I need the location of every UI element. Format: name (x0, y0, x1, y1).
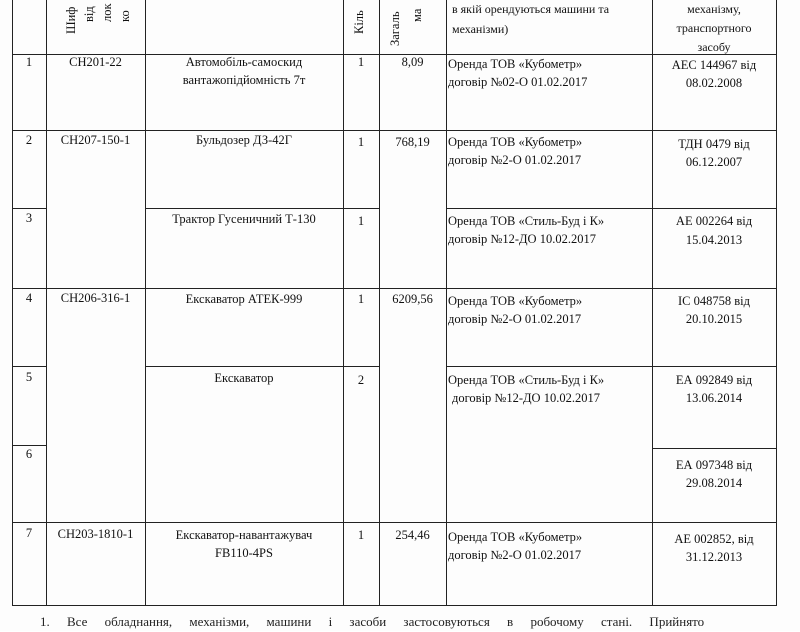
row2-name: Бульдозер ДЗ-42Г (196, 133, 292, 147)
row3-name: Трактор Гусеничний Т-130 (172, 212, 316, 226)
header-total-line1: Загаль (388, 11, 402, 46)
row2-code: СН207-150-1 (60, 133, 131, 147)
row4-reg-line2: 20.10.2015 (685, 312, 743, 326)
row7-rent-line2: договір №2-О 01.02.2017 (448, 548, 582, 562)
row5-rent-line2: договір №12-ДО 10.02.2017 (452, 391, 600, 405)
row7-reg-line2: 31.12.2013 (685, 550, 743, 564)
row5-reg-line2: 13.06.2014 (685, 391, 743, 405)
row7-total: 254,46 (395, 528, 430, 542)
row3-rent-line1: Оренда ТОВ «Стиль-Буд і К» (448, 214, 605, 228)
row7-name-line1: Екскаватор-навантажувач (175, 528, 313, 542)
row2-reg-line1: ТДН 0479 від (678, 137, 750, 151)
row3-qty: 1 (357, 214, 365, 228)
header-qty: Кіль (352, 10, 366, 34)
header-code-line2: від (82, 6, 96, 22)
row7-name-line2: FB110-4PS (215, 546, 273, 560)
header-reg-line3: засобу (697, 40, 731, 54)
header-rent: в якій орендуються машини та механізми) (452, 2, 610, 36)
row1-name-line2: вантажопідйомність 7т (182, 73, 306, 87)
row4-rent-line1: Оренда ТОВ «Кубометр» (448, 294, 583, 308)
row1-qty: 1 (357, 55, 365, 69)
row1-total: 8,09 (401, 55, 424, 69)
table-line-row4-bottom (446, 366, 776, 367)
row1-reg-line2: 08.02.2008 (685, 76, 743, 90)
row4-total: 6209,56 (392, 292, 433, 306)
row7-reg-line1: АЕ 002852, від (674, 532, 754, 546)
header-code-line1: Шиф (64, 6, 78, 34)
row4-qty: 1 (357, 292, 365, 306)
row3-reg-line2: 15.04.2013 (685, 233, 743, 247)
table-line-col-right (776, 0, 777, 606)
header-code-line4: ко (118, 10, 132, 22)
header-total-line2: ма (410, 8, 424, 22)
row5-qty: 2 (357, 373, 365, 387)
table-line-row4-bottom (12, 366, 46, 367)
header-reg-line1: механізму, (687, 2, 741, 16)
row4-code: СН206-316-1 (60, 291, 131, 305)
table-line-col-total (446, 0, 447, 606)
row6-num: 6 (25, 447, 33, 461)
row2-total: 768,19 (395, 135, 430, 149)
row4-num: 4 (25, 291, 33, 305)
header-code-line3: лок (100, 3, 114, 22)
row7-rent-line1: Оренда ТОВ «Кубометр» (448, 530, 583, 544)
row5-name: Екскаватор (214, 371, 274, 385)
row4-name: Екскаватор АТЕК-999 (185, 292, 303, 306)
footnote-text: 1. Все обладнання, механізми, машини і засоби застосовуються в робочому стані. Прийнято (40, 614, 705, 629)
row5-rent-line1: Оренда ТОВ «Стиль-Буд і К» (448, 373, 605, 387)
table-line-bottom (12, 605, 776, 606)
row1-rent-line1: Оренда ТОВ «Кубометр» (448, 57, 583, 71)
table-line-row2-bottom (446, 208, 776, 209)
row7-num: 7 (25, 526, 33, 540)
row4-reg-line1: ІС 048758 від (678, 294, 750, 308)
row7-qty: 1 (357, 528, 365, 542)
row6-reg-line2: 29.08.2014 (685, 476, 743, 490)
row2-num: 2 (25, 133, 33, 147)
row2-rent-line1: Оренда ТОВ «Кубометр» (448, 135, 583, 149)
row2-qty: 1 (357, 135, 365, 149)
row1-num: 1 (25, 55, 33, 69)
row1-rent-line2: договір №02-О 01.02.2017 (448, 75, 588, 89)
table-line-row6-bottom (12, 522, 776, 523)
row7-code: СН203-1810-1 (57, 527, 134, 541)
row1-code: СН201-22 (69, 55, 122, 69)
table-line-row5-bottom (652, 448, 776, 449)
row6-reg-line1: ЕА 097348 від (675, 458, 753, 472)
row3-rent-line2: договір №12-ДО 10.02.2017 (448, 232, 596, 246)
row5-num: 5 (25, 370, 33, 384)
row2-reg-line2: 06.12.2007 (685, 155, 743, 169)
header-reg-line2: транспортного (676, 21, 752, 35)
row4-rent-line2: договір №2-О 01.02.2017 (448, 312, 582, 326)
row5-reg-line1: ЕА 092849 від (675, 373, 753, 387)
row3-reg-line1: АЕ 002264 від (675, 214, 753, 228)
row2-rent-line2: договір №2-О 01.02.2017 (448, 153, 582, 167)
row3-num: 3 (25, 211, 33, 225)
row1-reg-line1: АЕС 144967 від (671, 58, 757, 72)
row1-name-line1: Автомобіль-самоскид (185, 55, 303, 69)
